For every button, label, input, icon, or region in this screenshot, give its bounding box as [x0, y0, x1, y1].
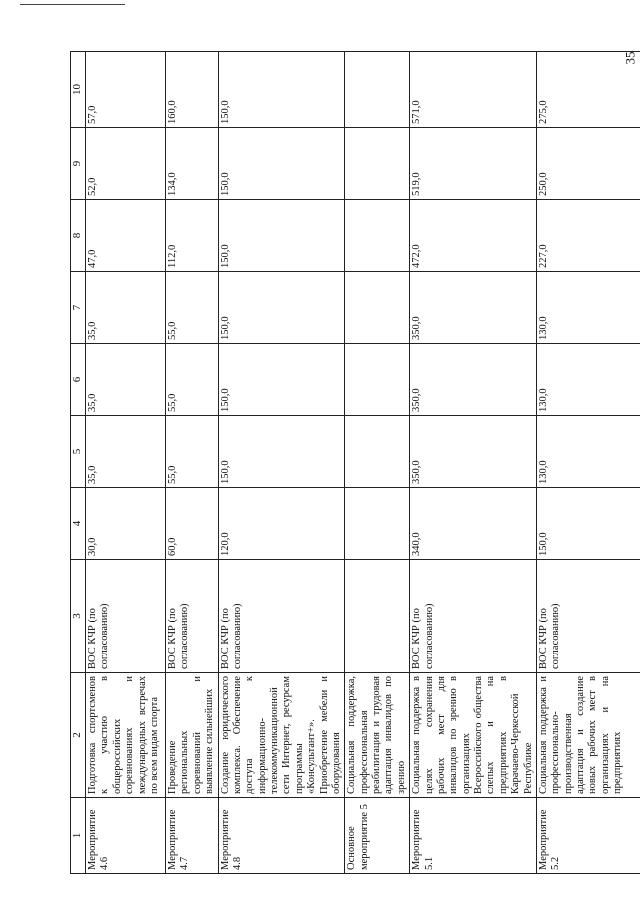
value-cell: 52,0 [86, 128, 166, 200]
table-row [410, 52, 537, 874]
measure-description: Социальная поддержка в целях сохранения рабочих мест для инвалидов по зрению в организациях Всероссийского общества слепых и на предприятиях в Карачаево-Черкесской Республике [410, 673, 537, 798]
page-number: 35 [622, 51, 638, 65]
value-cell [345, 272, 410, 344]
table-row [218, 52, 345, 874]
value-cell: 150,0 [218, 272, 345, 344]
value-cell [345, 200, 410, 272]
header-cell: 10 [71, 52, 86, 128]
measure-description: Социальная поддержка и профессионально-производственная адаптация и создание новых рабочих мест в организациях и на предприятиях [536, 673, 640, 798]
value-cell: 57,0 [86, 52, 166, 128]
header-row [71, 52, 86, 874]
value-cell: 112,0 [166, 200, 219, 272]
value-cell: 150,0 [218, 344, 345, 416]
header-cell: 1 [71, 798, 86, 874]
value-cell [345, 128, 410, 200]
measure-description: Социальная поддержка, профессиональная реабилитация и трудовая адаптация инвалидов по зрению [345, 673, 410, 798]
measure-name: Мероприятие 5.2 [536, 798, 640, 874]
value-cell: 472,0 [410, 200, 537, 272]
measure-description: Проведение региональных соревнований и выявление сильнейших [166, 673, 219, 798]
value-cell: 55,0 [166, 416, 219, 488]
value-cell: 350,0 [410, 344, 537, 416]
value-cell: 250,0 [536, 128, 640, 200]
executor-cell: ВОС КЧР (по согласованию) [86, 560, 166, 673]
header-cell: 6 [71, 344, 86, 416]
header-cell: 8 [71, 200, 86, 272]
value-cell: 35,0 [86, 272, 166, 344]
value-cell: 30,0 [86, 488, 166, 560]
measure-name: Мероприятие 4.6 [86, 798, 166, 874]
value-cell: 55,0 [166, 344, 219, 416]
header-cell: 9 [71, 128, 86, 200]
value-cell: 130,0 [536, 416, 640, 488]
measure-name: Мероприятие 4.8 [218, 798, 345, 874]
value-cell: 60,0 [166, 488, 219, 560]
value-cell: 134,0 [166, 128, 219, 200]
value-cell: 55,0 [166, 272, 219, 344]
value-cell: 150,0 [218, 200, 345, 272]
value-cell [345, 416, 410, 488]
value-cell: 150,0 [218, 416, 345, 488]
value-cell: 47,0 [86, 200, 166, 272]
header-cell: 7 [71, 272, 86, 344]
value-cell: 227,0 [536, 200, 640, 272]
value-cell: 150,0 [218, 128, 345, 200]
header-cell: 2 [71, 673, 86, 798]
header-cell: 3 [71, 560, 86, 673]
executor-cell [345, 560, 410, 673]
table-row [536, 52, 640, 874]
measure-description: Подготовка спортсменов к участию в общероссийских соревнованиях и международных встречах по всем видам спорта [86, 673, 166, 798]
executor-cell: ВОС КЧР (по согласованию) [218, 560, 345, 673]
value-cell: 571,0 [410, 52, 537, 128]
value-cell: 35,0 [86, 344, 166, 416]
value-cell: 150,0 [218, 52, 345, 128]
program-table [70, 51, 640, 874]
value-cell: 120,0 [218, 488, 345, 560]
measure-name: Основное мероприятие 5 [345, 798, 410, 874]
table-row [86, 52, 166, 874]
executor-cell: ВОС КЧР (по согласованию) [410, 560, 537, 673]
executor-cell: ВОС КЧР (по согласованию) [536, 560, 640, 673]
measure-name: Мероприятие 4.7 [166, 798, 219, 874]
value-cell: 130,0 [536, 272, 640, 344]
value-cell: 130,0 [536, 344, 640, 416]
table-row [166, 52, 219, 874]
value-cell: 350,0 [410, 416, 537, 488]
value-cell: 160,0 [166, 52, 219, 128]
header-cell: 5 [71, 416, 86, 488]
value-cell [345, 52, 410, 128]
value-cell: 275,0 [536, 52, 640, 128]
value-cell: 519,0 [410, 128, 537, 200]
measure-description: Создание юридического комплекса. Обеспечение доступа к информационно-телекоммуникационной сети Интернет, ресурсам программы «Консультант+». Приобретение мебели и оборудования [218, 673, 345, 798]
top-rule [20, 4, 125, 5]
value-cell: 150,0 [536, 488, 640, 560]
value-cell: 350,0 [410, 272, 537, 344]
value-cell [345, 344, 410, 416]
value-cell: 35,0 [86, 416, 166, 488]
executor-cell: ВОС КЧР (по согласованию) [166, 560, 219, 673]
table-row [345, 52, 410, 874]
measure-name: Мероприятие 5.1 [410, 798, 537, 874]
value-cell [345, 488, 410, 560]
rotated-table-sheet [70, 52, 630, 874]
header-cell: 4 [71, 488, 86, 560]
value-cell: 340,0 [410, 488, 537, 560]
